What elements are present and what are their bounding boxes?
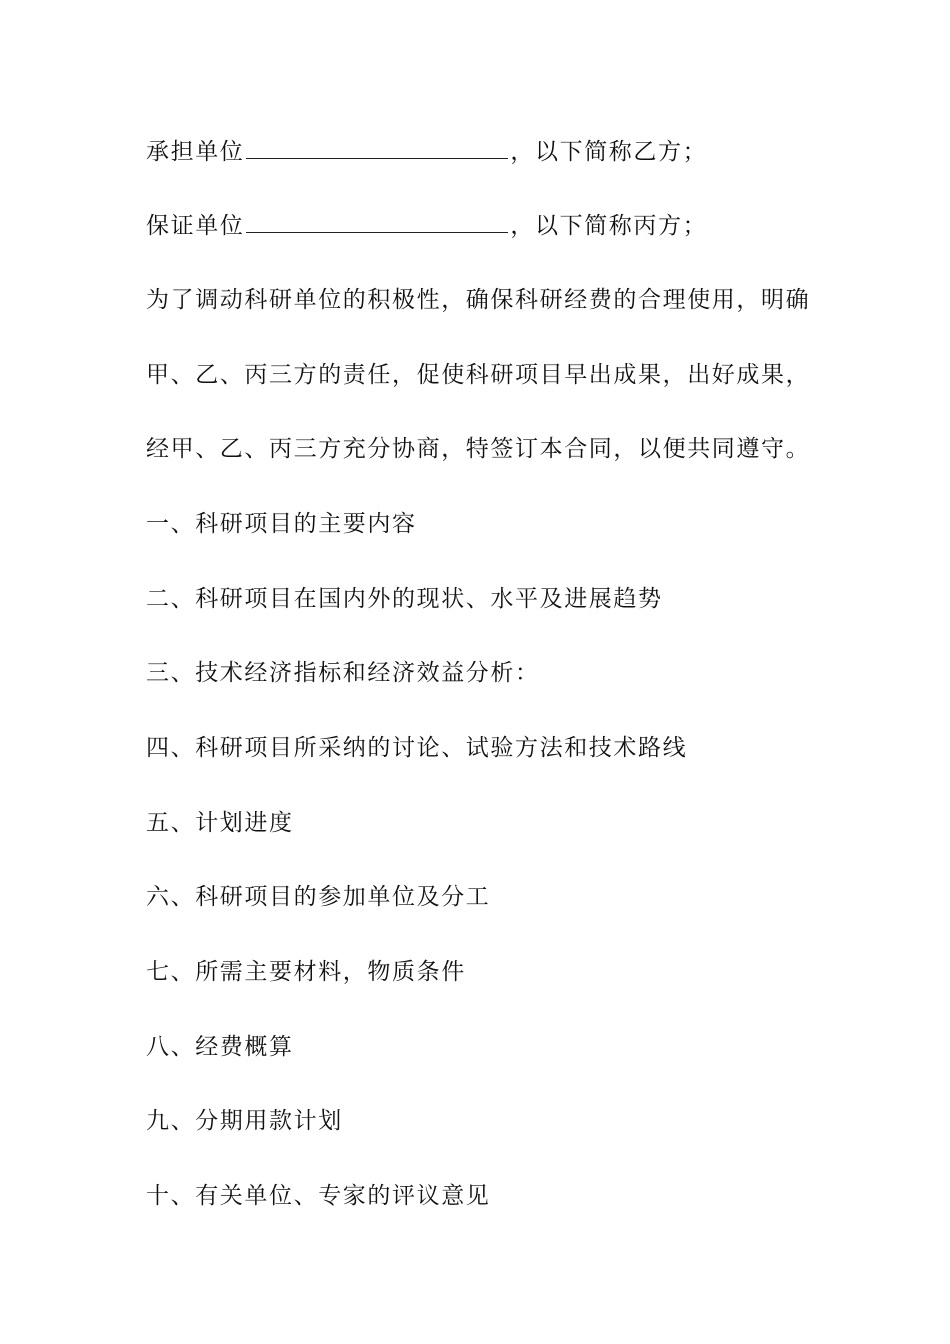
section-heading: 四、科研项目所采纳的讨论、试验方法和技术路线 (146, 735, 688, 761)
undertaker-label: 承担单位 (146, 139, 245, 165)
section-heading: 八、经费概算 (146, 1034, 294, 1060)
guarantor-line (146, 210, 707, 241)
preamble-line-1: 为了调动科研单位的积极性，确保科研经费的合理使用，明确 (146, 287, 811, 313)
section-heading: 一、科研项目的主要内容 (146, 511, 417, 537)
section-heading: 十、有关单位、专家的评议意见 (146, 1183, 491, 1209)
section-heading: 六、科研项目的参加单位及分工 (146, 884, 491, 910)
section-heading: 三、技术经济指标和经济效益分析： (146, 660, 540, 686)
section-heading: 二、科研项目在国内外的现状、水平及进展趋势 (146, 586, 663, 612)
undertaker-blank-field[interactable] (246, 136, 508, 159)
guarantor-label: 保证单位 (146, 213, 245, 239)
preamble-line-3: 经甲、乙、丙三方充分协商，特签订本合同，以便共同遵守。 (146, 436, 811, 462)
undertaker-suffix: ，以下简称乙方； (510, 139, 708, 165)
undertaker-line (146, 136, 707, 167)
guarantor-blank-field[interactable] (246, 210, 508, 233)
section-heading: 七、所需主要材料，物质条件 (146, 959, 466, 985)
section-heading: 九、分期用款计划 (146, 1108, 343, 1134)
guarantor-suffix: ，以下简称丙方； (510, 213, 708, 239)
preamble-line-2: 甲、乙、丙三方的责任，促使科研项目早出成果，出好成果， (146, 362, 811, 388)
section-heading: 五、计划进度 (146, 810, 294, 836)
